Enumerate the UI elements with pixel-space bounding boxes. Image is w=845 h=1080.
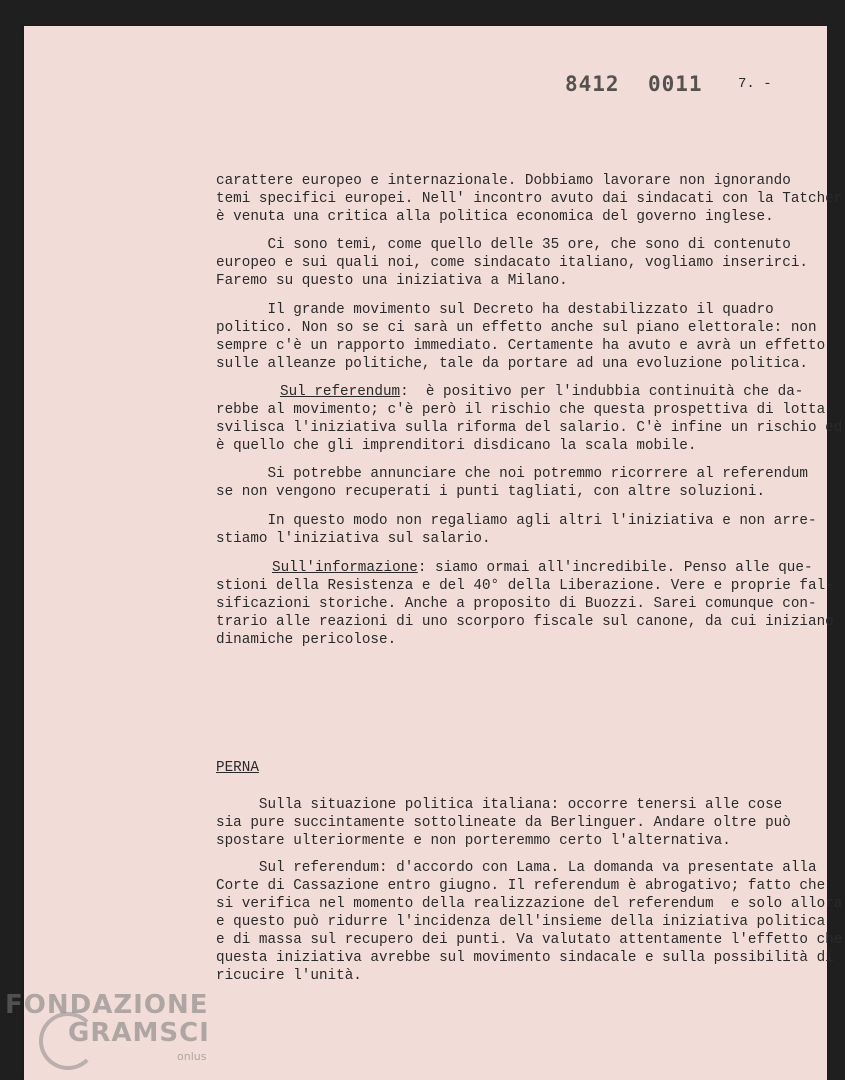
archive-number-a: 8412: [565, 72, 620, 96]
text-line: stiamo l'iniziativa sul salario.: [216, 531, 491, 547]
text-line: Faremo su questo una iniziativa a Milano.: [216, 273, 568, 289]
text-line: rebbe al movimento; c'è però il rischio che questa prospettiva di lotta: [216, 402, 826, 418]
text-line: In questo modo non regaliamo agli altri l'iniziativa e non arre-: [216, 513, 817, 529]
text-line: carattere europeo e internazionale. Dobbiamo lavorare non ignorando: [216, 173, 791, 189]
text-line: europeo e sui quali noi, come sindacato italiano, vogliamo inserirci.: [216, 255, 808, 271]
text-line: Ci sono temi, come quello delle 35 ore, che sono di contenuto: [216, 237, 791, 253]
text-line: : è positivo per l'indubbia continuità che da-: [400, 384, 804, 400]
text-line: sia pure succintamente sottolineate da Berlinguer. Andare oltre può: [216, 815, 791, 831]
watermark-line-3: onlus: [177, 1050, 207, 1063]
text-line: : siamo ormai all'incredibile. Penso alle que-: [417, 560, 813, 576]
heading-sul-referendum: Sul referendum: [280, 384, 401, 400]
heading-sull-informazione: Sull'informazione: [272, 560, 418, 576]
archive-number-b: 0011: [648, 72, 703, 96]
text-line: dinamiche pericolose.: [216, 632, 397, 648]
text-line: stioni della Resistenza e del 40° della Liberazione. Vere e proprie fal-: [216, 578, 834, 594]
text-line: Corte di Cassazione entro giugno. Il referendum è abrogativo; fatto che: [216, 878, 826, 894]
text-line: questa iniziativa avrebbe sul movimento sindacale e sulla possibilità di: [216, 950, 834, 966]
text-line: Il grande movimento sul Decreto ha destabilizzato il quadro: [216, 302, 774, 318]
text-line: Si potrebbe annunciare che noi potremmo ricorrere al referendum: [216, 466, 808, 482]
text-line: e di massa sul recupero dei punti. Va valutato attentamente l'effetto che: [216, 932, 843, 948]
text-line: sempre c'è un rapporto immediato. Certamente ha avuto e avrà un effetto: [216, 338, 826, 354]
text-line: Sul referendum: d'accordo con Lama. La domanda va presentate alla: [216, 860, 817, 876]
fondazione-gramsci-watermark: [5, 990, 210, 1063]
text-line: Sulla situazione politica italiana: occorre tenersi alle cose: [216, 797, 783, 813]
text-line: sulle alleanze politiche, tale da portare ad una evoluzione politica.: [216, 356, 808, 372]
page-number: 7. -: [738, 76, 772, 92]
text-line: politico. Non so se ci sarà un effetto anche sul piano elettorale: non: [216, 320, 817, 336]
text-line: spostare ulteriormente e non porteremmo certo l'alternativa.: [216, 833, 731, 849]
text-line: è venuta una critica alla politica economica del governo inglese.: [216, 209, 774, 225]
text-line: si verifica nel momento della realizzazione del referendum e solo allora: [216, 896, 843, 912]
watermark-line-1: FONDAZIONE: [5, 990, 209, 1020]
text-line: e questo può ridurre l'incidenza dell'insieme della iniziativa politica: [216, 914, 826, 930]
text-line: ricucire l'unità.: [216, 968, 362, 984]
text-line: svilisca l'iniziativa sulla riforma del salario. C'è infine un rischio ed: [216, 420, 843, 436]
watermark-line-2: GRAMSCI: [68, 1018, 210, 1048]
text-line: temi specifici europei. Nell' incontro avuto dai sindacati con la Tatcher: [216, 191, 843, 207]
text-line: sificazioni storiche. Anche a proposito di Buozzi. Sarei comunque con-: [216, 596, 817, 612]
speaker-name: PERNA: [216, 760, 259, 776]
text-line: trario alle reazioni di uno scorporo fiscale sul canone, da cui iniziano: [216, 614, 834, 630]
text-line: se non vengono recuperati i punti tagliati, con altre soluzioni.: [216, 484, 766, 500]
text-line: è quello che gli imprenditori disdicano la scala mobile.: [216, 438, 697, 454]
